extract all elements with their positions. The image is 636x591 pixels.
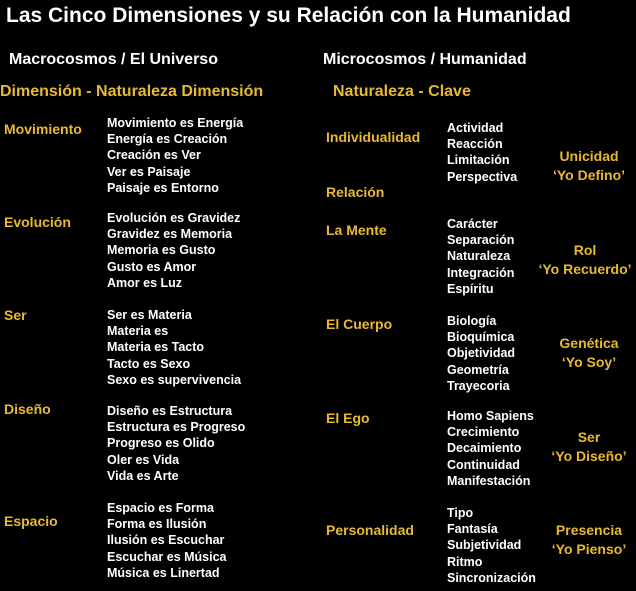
list-item: Gusto es Amor	[107, 259, 197, 274]
list-item: Movimiento es Energía	[107, 116, 244, 130]
key-phrase: ‘Yo Defino’	[552, 167, 626, 183]
key-word: Ser	[577, 429, 601, 445]
list-item: Paisaje es Entorno	[107, 180, 219, 195]
list-item: Forma es Ilusión	[107, 517, 207, 532]
micro-nature-name: El Ego	[326, 410, 370, 426]
micro-nature-list	[447, 313, 515, 394]
list-item: Estructura es Progreso	[107, 420, 246, 435]
macro-dimension-list	[107, 500, 227, 581]
list-item: Creación es Ver	[107, 148, 201, 163]
list-item: Gravidez es Memoria	[107, 227, 233, 242]
list-item: Fantasía	[447, 522, 498, 537]
macro-header: Macrocosmos / El Universo	[9, 51, 218, 68]
list-item: Materia es	[107, 324, 169, 339]
macro-dimension-list	[107, 210, 240, 291]
list-item: Tacto es Sexo	[107, 356, 191, 371]
macro-subheader: Dimensión - Naturaleza Dimensión	[0, 83, 264, 100]
micro-nature-name: La Mente	[326, 222, 387, 238]
list-item: Ver es Paisaje	[107, 164, 191, 179]
macro-dimension-list	[107, 403, 245, 484]
list-item: Carácter	[447, 217, 498, 231]
key-phrase: ‘Yo Pienso’	[551, 541, 627, 557]
list-item: Tipo	[447, 506, 474, 520]
micro-nature-extra: Relación	[326, 184, 385, 200]
list-item: Sincronización	[447, 570, 536, 585]
list-item: Música es Linertad	[107, 565, 220, 580]
micro-header: Microcosmos / Humanidad	[323, 51, 527, 68]
list-item: Continuidad	[447, 457, 520, 472]
micro-subheader: Naturaleza - Clave	[333, 83, 471, 100]
micro-nature-list	[447, 120, 517, 185]
micro-key	[543, 521, 635, 559]
micro-key	[546, 147, 632, 185]
macro-dimension-name: Ser	[4, 307, 27, 323]
key-phrase: ‘Yo Recuerdo’	[538, 261, 632, 277]
micro-nature-name: El Cuerpo	[326, 316, 393, 332]
list-item: Ser es Materia	[107, 308, 192, 322]
key-phrase: ‘Yo Soy’	[561, 354, 617, 370]
macro-dimension-list	[107, 307, 241, 388]
list-item: Progreso es Olido	[107, 436, 215, 451]
list-item: Trayecoria	[447, 378, 510, 393]
list-item: Espacio es Forma	[107, 501, 214, 515]
list-item: Limitación	[447, 153, 510, 168]
key-word: Rol	[573, 242, 597, 258]
macro-dimension-name: Evolución	[4, 214, 71, 230]
list-item: Espíritu	[447, 281, 494, 296]
list-item: Naturaleza	[447, 249, 511, 264]
list-item: Reacción	[447, 137, 503, 152]
micro-key	[543, 428, 635, 466]
key-word: Genética	[559, 335, 619, 351]
list-item: Decaimiento	[447, 441, 522, 456]
list-item: Actividad	[447, 121, 504, 135]
micro-nature-name: Individualidad	[326, 129, 421, 145]
micro-key	[536, 241, 634, 279]
list-item: Separación	[447, 233, 515, 248]
list-item: Energía es Creación	[107, 132, 228, 147]
list-item: Amor es Luz	[107, 275, 183, 290]
list-item: Perspectiva	[447, 169, 518, 184]
key-word: Unicidad	[559, 148, 619, 164]
micro-nature-list	[447, 408, 534, 489]
list-item: Oler es Vida	[107, 452, 180, 467]
list-item: Geometría	[447, 362, 509, 377]
key-phrase: ‘Yo Diseño’	[551, 448, 627, 464]
micro-key	[546, 334, 632, 372]
list-item: Ilusión es Escuchar	[107, 533, 225, 548]
micro-nature-list	[447, 216, 514, 297]
list-item: Diseño es Estructura	[107, 404, 233, 418]
list-item: Escuchar es Música	[107, 549, 227, 564]
list-item: Objetividad	[447, 346, 516, 361]
list-item: Biología	[447, 314, 497, 328]
list-item: Subjetividad	[447, 538, 522, 553]
list-item: Integración	[447, 265, 515, 280]
list-item: Vida es Arte	[107, 468, 179, 483]
list-item: Sexo es supervivencia	[107, 372, 242, 387]
macro-dimension-name: Diseño	[4, 401, 51, 417]
list-item: Homo Sapiens	[447, 409, 534, 423]
page-title: Las Cinco Dimensiones y su Relación con la Humanidad	[6, 4, 571, 27]
list-item: Materia es Tacto	[107, 340, 205, 355]
list-item: Manifestación	[447, 473, 531, 488]
macro-dimension-name: Espacio	[4, 513, 58, 529]
micro-nature-name: Personalidad	[326, 522, 414, 538]
list-item: Memoria es Gusto	[107, 243, 216, 258]
key-word: Presencia	[555, 522, 623, 538]
list-item: Evolución es Gravidez	[107, 211, 241, 225]
list-item: Bioquímica	[447, 330, 515, 345]
macro-dimension-name: Movimiento	[4, 121, 82, 137]
list-item: Crecimiento	[447, 425, 520, 440]
micro-nature-list	[447, 505, 536, 586]
macro-dimension-list	[107, 115, 243, 196]
list-item: Ritmo	[447, 554, 483, 569]
